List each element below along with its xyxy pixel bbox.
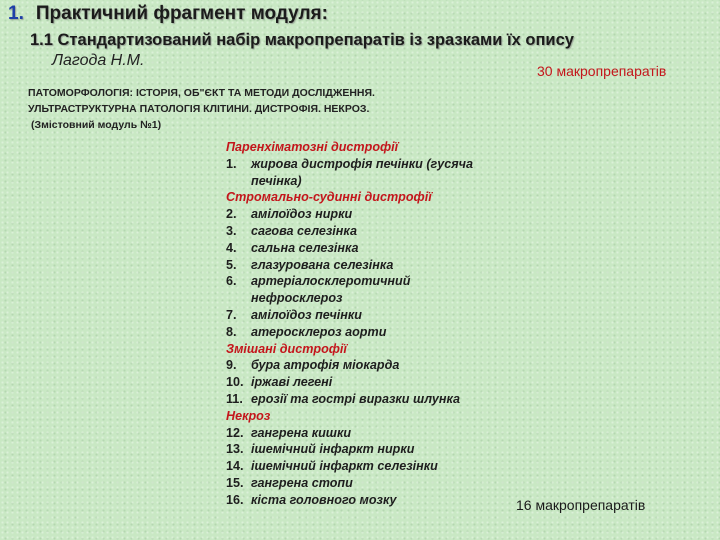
item-number: 13. xyxy=(226,442,244,457)
list-item xyxy=(226,324,516,341)
item-number: 4. xyxy=(226,240,237,255)
item-text: гангрена кишки xyxy=(251,425,352,440)
item-number: 12. xyxy=(226,425,244,440)
item-number: 2. xyxy=(226,207,237,222)
item-text: жирова дистрофія печінки (гусяча xyxy=(251,156,474,171)
list-item xyxy=(226,206,516,223)
item-text: ерозії та гострі виразки шлунка xyxy=(251,391,461,406)
item-text: бура атрофія міокарда xyxy=(251,358,400,373)
total-count-label: 30 макропрепаратів xyxy=(537,63,667,79)
item-text: артеріалосклеротичний xyxy=(251,274,411,289)
author-name: Лагода Н.М. xyxy=(52,52,145,69)
item-text: гангрена стопи xyxy=(251,475,353,490)
module-line-3: (Змістовний модуль №1) xyxy=(31,119,162,131)
item-number: 5. xyxy=(226,257,237,272)
list-item xyxy=(226,492,516,509)
specimen-list xyxy=(226,139,516,509)
list-item xyxy=(226,391,516,408)
list-item xyxy=(226,156,516,173)
list-item xyxy=(226,475,516,492)
title-number: 1. xyxy=(8,3,24,24)
list-item xyxy=(226,257,516,274)
list-item xyxy=(226,223,516,240)
item-number: 9. xyxy=(226,358,237,373)
item-text-continuation: нефросклероз xyxy=(251,291,343,306)
list-item xyxy=(226,425,516,442)
item-text: амілоїдоз нирки xyxy=(251,207,353,222)
item-number: 10. xyxy=(226,375,244,390)
list-item xyxy=(226,240,516,257)
item-text: амілоїдоз печінки xyxy=(251,307,362,322)
category-heading: Змішані дистрофії xyxy=(226,341,347,356)
item-text: кіста головного мозку xyxy=(251,492,397,507)
item-number: 6. xyxy=(226,274,237,289)
item-text-continuation: печінка) xyxy=(251,173,302,188)
item-number: 7. xyxy=(226,307,237,322)
item-number: 14. xyxy=(226,459,244,474)
module-line-1: ПАТОМОРФОЛОГІЯ: ІСТОРІЯ, ОБ"ЄКТ ТА МЕТОДИ ДОСЛІДЖЕННЯ. xyxy=(28,87,375,99)
title-text: Практичний фрагмент модуля: xyxy=(35,3,328,24)
slide-title xyxy=(8,3,328,25)
item-text: ішемічний інфаркт селезінки xyxy=(251,459,438,474)
module-line-2: УЛЬТРАСТРУКТУРНА ПАТОЛОГІЯ КЛІТИНИ. ДИСТРОФІЯ. НЕКРОЗ. xyxy=(28,103,370,115)
list-item xyxy=(226,307,516,324)
list-item xyxy=(226,273,516,290)
item-text: атеросклероз аорти xyxy=(251,324,387,339)
list-item xyxy=(226,458,516,475)
section-count-label: 16 макропрепаратів xyxy=(516,497,646,513)
category-heading: Паренхіматозні дистрофії xyxy=(226,140,399,154)
item-number: 1. xyxy=(226,156,237,171)
item-number: 11. xyxy=(226,391,243,406)
item-number: 3. xyxy=(226,223,237,238)
item-text: ішемічний інфаркт нирки xyxy=(251,442,415,457)
item-number: 8. xyxy=(226,324,237,339)
category-heading: Некроз xyxy=(226,408,271,423)
item-number: 15. xyxy=(226,475,244,490)
category-heading: Стромально-судинні дистрофії xyxy=(226,190,432,205)
item-text: іржаві легені xyxy=(251,375,333,390)
slide-subtitle: 1.1 Стандартизований набір макропрепаратів із зразками їх опису xyxy=(30,31,574,49)
list-item xyxy=(226,374,516,391)
list-item xyxy=(226,441,516,458)
item-text: сальна селезінка xyxy=(251,240,359,255)
module-heading xyxy=(28,85,375,133)
list-item xyxy=(226,357,516,374)
item-text: глазурована селезінка xyxy=(251,257,394,272)
item-text: сагова селезінка xyxy=(251,223,357,238)
item-number: 16. xyxy=(226,492,244,507)
